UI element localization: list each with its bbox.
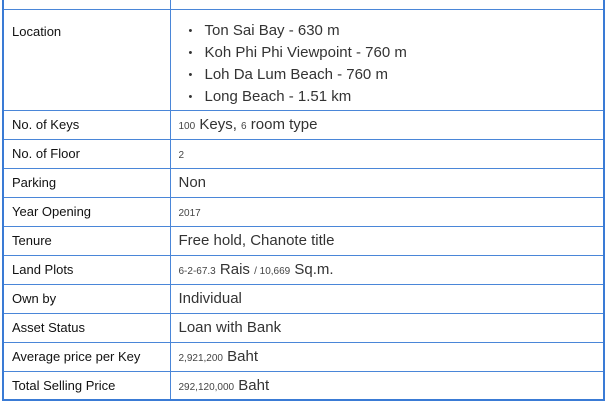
list-item bbox=[189, 42, 596, 64]
table-row-asset-status bbox=[3, 313, 604, 342]
room-type-count: 6 bbox=[241, 121, 247, 132]
list-item bbox=[189, 64, 596, 86]
asset-status-label: Asset Status bbox=[3, 313, 170, 342]
year-opening-label: Year Opening bbox=[3, 197, 170, 226]
rais-number: 6-2-67.3 bbox=[178, 266, 216, 277]
table-row-keys bbox=[3, 110, 604, 139]
floors-value bbox=[170, 139, 604, 168]
sqm-word: Sq.m. bbox=[290, 261, 334, 278]
table-row-top-cut bbox=[3, 0, 604, 9]
average-price-amount: 2,921,200 bbox=[178, 353, 223, 364]
table-row-tenure bbox=[3, 226, 604, 255]
table-row-land-plots bbox=[3, 255, 604, 284]
keys-word: Keys, bbox=[195, 116, 242, 133]
bullet-icon: • bbox=[188, 90, 193, 103]
floors-number: 2 bbox=[178, 150, 185, 161]
location-value bbox=[170, 9, 604, 110]
asset-status-value: Loan with Bank bbox=[170, 313, 604, 342]
average-price-value bbox=[170, 342, 604, 371]
parking-label: Parking bbox=[3, 168, 170, 197]
location-label: Location bbox=[3, 9, 170, 110]
bullet-icon: • bbox=[188, 68, 193, 81]
year-opening-number: 2017 bbox=[178, 208, 201, 219]
table-row-average-price bbox=[3, 342, 604, 371]
table-row-own-by bbox=[3, 284, 604, 313]
land-plots-label: Land Plots bbox=[3, 255, 170, 284]
table-row-floors bbox=[3, 139, 604, 168]
tenure-value: Free hold, Chanote title bbox=[170, 226, 604, 255]
table-row-parking bbox=[3, 168, 604, 197]
location-item-text: Long Beach - 1.51 km bbox=[204, 87, 352, 105]
total-price-value bbox=[170, 371, 604, 400]
table-row-total-price bbox=[3, 371, 604, 400]
keys-value bbox=[170, 110, 604, 139]
tenure-label: Tenure bbox=[3, 226, 170, 255]
table-row-year-opening bbox=[3, 197, 604, 226]
own-by-label: Own by bbox=[3, 284, 170, 313]
location-list bbox=[179, 20, 596, 108]
keys-count: 100 bbox=[178, 121, 196, 132]
location-item-text: Koh Phi Phi Viewpoint - 760 m bbox=[204, 43, 407, 61]
average-price-unit: Baht bbox=[223, 348, 259, 365]
empty-cell bbox=[170, 0, 604, 9]
keys-label: No. of Keys bbox=[3, 110, 170, 139]
year-opening-value bbox=[170, 197, 604, 226]
total-price-unit: Baht bbox=[234, 376, 270, 394]
total-price-amount: 292,120,000 bbox=[178, 381, 235, 393]
list-item bbox=[189, 86, 596, 108]
floors-label: No. of Floor bbox=[3, 139, 170, 168]
location-item-text: Loh Da Lum Beach - 760 m bbox=[204, 65, 388, 83]
total-price-label: Total Selling Price bbox=[3, 371, 170, 400]
property-details-table bbox=[2, 0, 605, 401]
list-item bbox=[189, 20, 596, 42]
parking-value: Non bbox=[170, 168, 604, 197]
bullet-icon: • bbox=[188, 46, 193, 59]
table-row-location bbox=[3, 9, 604, 110]
location-item-text: Ton Sai Bay - 630 m bbox=[204, 21, 340, 39]
land-plots-value bbox=[170, 255, 604, 284]
average-price-label: Average price per Key bbox=[3, 342, 170, 371]
bullet-icon: • bbox=[188, 24, 193, 37]
sqm-number: / 10,669 bbox=[254, 266, 291, 277]
empty-cell bbox=[3, 0, 170, 9]
own-by-value: Individual bbox=[170, 284, 604, 313]
rais-word: Rais bbox=[215, 261, 255, 278]
room-type-word: room type bbox=[246, 116, 318, 133]
